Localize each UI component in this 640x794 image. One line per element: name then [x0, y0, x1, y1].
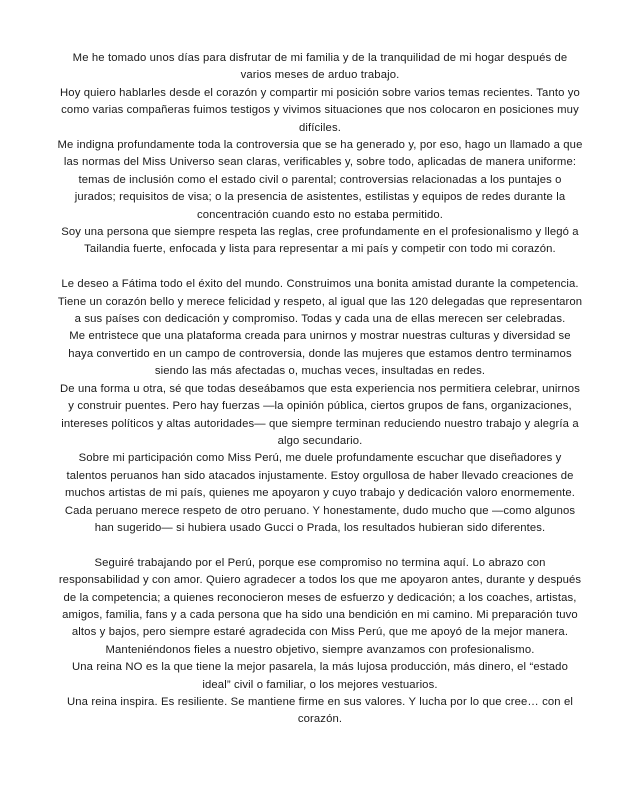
paragraph: Le deseo a Fátima todo el éxito del mundo. Construimos una bonita amistad durante la competencia. Tiene un corazón bello y merece felicidad y respeto, al igual que las 120 delegadas que representaron a sus países con dedicación y compromiso. Todas y cada una de ellas merecen ser celebradas. [57, 278, 583, 326]
paragraph: Una reina NO es la que tiene la mejor pasarela, la más lujosa producción, más dinero, el “estado ideal” civil o familiar, o los mejores vestuarios. [72, 661, 568, 691]
paragraph: Me entristece que una plataforma creada para unirnos y mostrar nuestras culturas y diversidad se haya convertido en un campo de controversia, donde las mujeres que estamos dentro terminamos siendo las más afectadas o, muchas veces, insultadas en redes. [68, 330, 572, 378]
paragraph-block-2 [57, 276, 583, 537]
paragraph: Me he tomado unos días para disfrutar de mi familia y de la tranquilidad de mi hogar después de varios meses de arduo trabajo. [72, 52, 568, 82]
paragraph: Seguiré trabajando por el Perú, porque ese compromiso no termina aquí. Lo abrazo con responsabilidad y con amor. Quiero agradecer a todos los que me apoyaron antes, durante y después de la competencia; a quienes reconocieron meses de esfuerzo y dedicación; a los coaches, artistas, amigos, familia, fans y a cada persona que ha sido una bendición en mi camino. Mi preparación tuvo altos y bajos, pero siempre estaré agradecida con Miss Perú, que me apoyó de la mejor manera. Manteniéndonos fieles a nuestro objetivo, siempre avanzamos con profesionalismo. [58, 556, 582, 656]
paragraph: Soy una persona que siempre respeta las reglas, cree profundamente en el profesionalismo y llegó a Tailandia fuerte, enfocada y lista para representar a mi país y competir con todo mi corazón. [61, 226, 579, 256]
paragraph: Una reina inspira. Es resiliente. Se mantiene firme en sus valores. Y lucha por lo que cree… con el corazón. [67, 696, 573, 726]
paragraph-block-1 [57, 50, 583, 259]
block-separator [57, 537, 583, 554]
paragraph: Hoy quiero hablarles desde el corazón y compartir mi posición sobre varios temas recientes. Tanto yo como varias compañeras fuimos testigos y vivimos situaciones que nos colocaron en posiciones muy difíciles. [60, 86, 580, 134]
document-body [57, 50, 583, 729]
block-separator [57, 259, 583, 276]
paragraph: De una forma u otra, sé que todas deseábamos que esta experiencia nos permitiera celebrar, unirnos y construir puentes. Pero hay fuerzas —la opinión pública, ciertos grupos de fans, organizaciones, intereses políticos y altas autoridades— que siempre terminan reduciendo nuestro trabajo y alegría a algo secundario. [60, 382, 580, 447]
paragraph: Sobre mi participación como Miss Perú, me duele profundamente escuchar que diseñadores y talentos peruanos han sido atacados injustamente. Estoy orgullosa de haber llevado creaciones de muchos artistas de mi país, quienes me apoyaron y cuyo trabajo y dedicación valoro enormemente. Cada peruano merece respeto de otro peruano. Y honestamente, dudo mucho que —como algunos han sugerido— si hubiera usado Gucci o Prada, los resultados hubieran sido diferentes. [64, 452, 576, 534]
paragraph-block-3 [57, 555, 583, 729]
paragraph: Me indigna profundamente toda la controversia que se ha generado y, por eso, hago un llamado a que las normas del Miss Universo sean claras, verificables y, sobre todo, aplicadas de manera uniforme: temas de inclusión como el estado civil o parental; controversias relacionadas a los puntajes o jurados; requisitos de visa; o la presencia de asistentes, estilistas y equipos de redes durante la concentración cuando esto no estaba permitido. [57, 139, 583, 221]
